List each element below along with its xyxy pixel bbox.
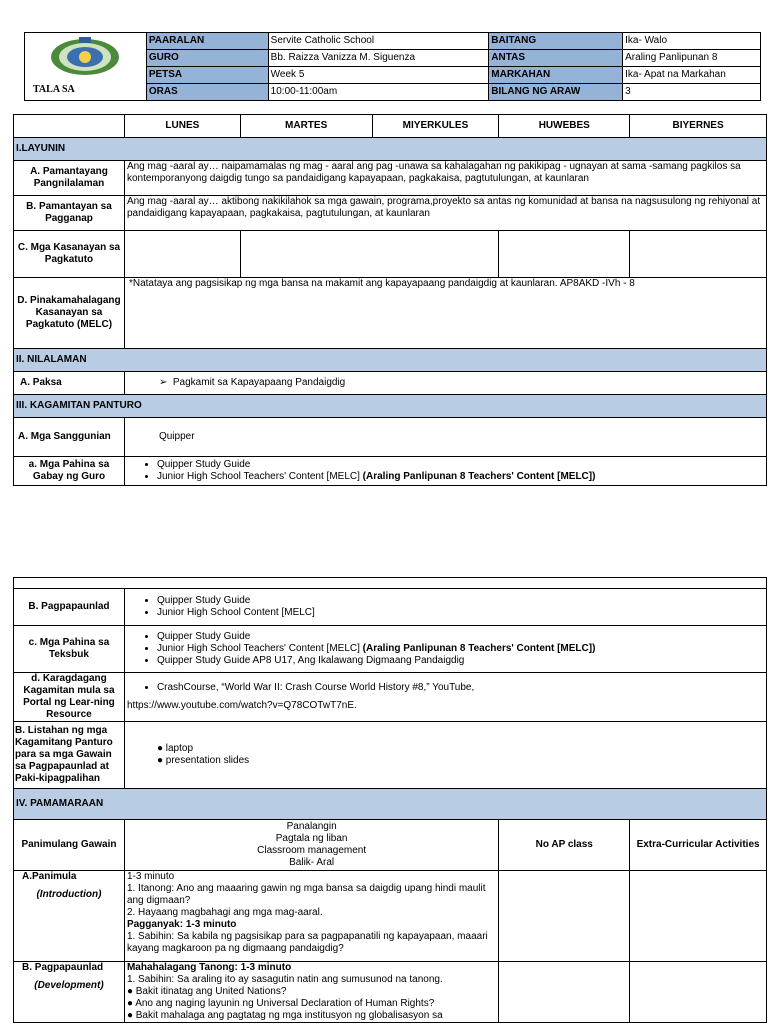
pagpapaunlad-subtitle: (Development) xyxy=(34,980,104,991)
label-kagamitang-pangmag-aaral: B. Pagpapaunlad xyxy=(14,589,125,626)
label-gabay-guro: a. Mga Pahina sa Gabay ng Guro xyxy=(14,457,125,486)
list-item: • Quipper Study Guide xyxy=(157,459,764,471)
section-layunin: I.LAYUNIN xyxy=(14,138,767,161)
text-paksa xyxy=(124,372,766,395)
list-item: • CrashCourse, “World War II: Crash Course World History #8,” YouTube, xyxy=(157,682,764,694)
pg-line: Balik- Aral xyxy=(289,857,335,868)
label-listahan-kagamitan: B. Listahan ng mga Kagamitang Panturo para sa mga Gawain sa Pagpapaunlad at Paki-kipagpalihan xyxy=(14,722,125,789)
text-karagdagang-kagamitan xyxy=(124,673,766,722)
list-teksbuk xyxy=(124,626,766,673)
value-markahan: Ika- Apat na Markahan xyxy=(623,67,761,84)
blank-top-row xyxy=(14,578,767,589)
day-miyerkules: MIYERKULES xyxy=(372,115,499,138)
pg-line: Panalangin xyxy=(286,821,337,832)
label-oras: ORAS xyxy=(146,84,268,101)
value-petsa: Week 5 xyxy=(268,67,489,84)
pg-line: Classroom management xyxy=(257,845,367,856)
label-teksbuk: c. Mga Pahina sa Teksbuk xyxy=(14,626,125,673)
panimulang-gawain-list xyxy=(124,820,498,871)
text-pamantayang-pangnilalaman: Ang mag -aaral ay… naipamamalas ng mag - aaral ang pag -unawa sa kahalagahan ng pakikipag - ugnayan at sama -samang pagkilos sa kontemporanyong daigdig tungo sa pandaidigang kapayapaan, pagkakaisa, pagtutulungan, at kaunlaran xyxy=(124,161,766,196)
pagpapaunlad-extra xyxy=(630,962,767,1023)
list-listahan-kagamitan xyxy=(124,722,766,789)
list-pangmag-aaral xyxy=(124,589,766,626)
item-bold: (Araling Panlipunan 8 Teachers' Content [MELC]) xyxy=(362,471,596,482)
pagpapaunlad-content xyxy=(124,962,498,1023)
label-bilang: BILANG NG ARAW xyxy=(489,84,623,101)
value-paaralan: Servite Catholic School xyxy=(268,33,489,50)
pagpapaunlad-no-ap xyxy=(499,962,630,1023)
lesson-table-2 xyxy=(13,577,767,1023)
label-petsa: PETSA xyxy=(146,67,268,84)
lesson-table-1 xyxy=(13,114,767,486)
text-line: 1. Sabihin: Sa kabila ng pagsisikap para sa pagpapanatili ng kapayapaan, maaari kayang magkaroon pa ng digmaang pandaigdig? xyxy=(126,931,488,954)
kasanayan-lunes xyxy=(124,231,240,278)
label-antas: ANTAS xyxy=(489,50,623,67)
label-paaralan: PAARALAN xyxy=(146,33,268,50)
text-melc: *Natataya ang pagsisikap ng mga bansa na makamit ang kapayapaang pandaigdig at kaunlaran. AP8AKD -IVh - 8 xyxy=(124,278,766,349)
text-line: ● Bakit itinatag ang United Nations? xyxy=(126,986,287,997)
label-melc: D. Pinakamahalagang Kasanayan sa Pagkatuto (MELC) xyxy=(14,278,125,349)
section-nilalaman: II. NILALAMAN xyxy=(14,349,767,372)
list-item: ● laptop xyxy=(156,743,194,754)
value-baitang: Ika- Walo xyxy=(623,33,761,50)
resource-link[interactable]: https://www.youtube.com/watch?v=Q78COTwT7nE. xyxy=(126,700,357,711)
day-huwebes: HUWEBES xyxy=(499,115,630,138)
text-sanggunian: Quipper xyxy=(124,418,766,457)
pg-line: Pagtala ng liban xyxy=(275,833,348,844)
label-panimulang-gawain: Panimulang Gawain xyxy=(14,820,125,871)
label-paksa: A. Paksa xyxy=(14,372,125,395)
pagpapaunlad-title: B. Pagpapaunlad xyxy=(22,962,104,973)
text-line: 2. Hayaang magbahagi ang mga mag-aaral. xyxy=(126,907,323,918)
list-item: • Quipper Study Guide xyxy=(157,631,764,643)
paksa-value: Pagkamit sa Kapayapaang Pandaigdig xyxy=(172,377,346,388)
label-guro: GURO xyxy=(146,50,268,67)
list-item: • Junior High School Content [MELC] xyxy=(157,607,764,619)
section-kagamitan: III. KAGAMITAN PANTURO xyxy=(14,395,767,418)
section-pamamaraan: IV. PAMAMARAAN xyxy=(14,789,767,820)
panimula-no-ap xyxy=(499,871,630,962)
extra-curricular: Extra-Curricular Activities xyxy=(630,820,767,871)
pagganyak-title: Pagganyak: 1-3 minuto xyxy=(126,919,237,930)
value-guro: Bb. Raizza Vanizza M. Siguenza xyxy=(268,50,489,67)
list-item: ● presentation slides xyxy=(156,755,250,766)
label-karagdagang-kagamitan: d. Karagdagang Kagamitan mula sa Portal ng Lear-ning Resource xyxy=(14,673,125,722)
item-plain: Junior High School Teachers' Content [MELC] xyxy=(156,471,363,482)
logo-text: TALA SA xyxy=(33,84,75,95)
day-biyernes: BIYERNES xyxy=(630,115,767,138)
text-pamantayan-pagganap: Ang mag -aaral ay… aktibong nakikilahok sa mga gawain, programa,proyekto sa antas ng komunidad at bansa na nagsusulong ng rehiyonal at pandaidigang kapayapaan, pagkakaisa, pagtutulungan, at kaunlaran xyxy=(124,196,766,231)
arrow-bullet-icon: ➢ xyxy=(158,377,173,388)
kasanayan-martes xyxy=(240,231,499,278)
label-panimula xyxy=(14,871,125,962)
label-sanggunian: A. Mga Sanggunian xyxy=(14,418,125,457)
label-pamantayan-pagganap: B. Pamantayan sa Pagganap xyxy=(14,196,125,231)
item-bold: (Araling Panlipunan 8 Teachers' Content [MELC]) xyxy=(362,643,596,654)
list-item: • Quipper Study Guide xyxy=(157,595,764,607)
day-lunes: LUNES xyxy=(124,115,240,138)
label-markahan: MARKAHAN xyxy=(489,67,623,84)
panimula-title: A.Panimula xyxy=(22,871,77,882)
header-table xyxy=(24,32,761,101)
label-pagpapaunlad xyxy=(14,962,125,1023)
value-oras: 10:00-11:00am xyxy=(268,84,489,101)
mahahalagang-tanong-title: Mahahalagang Tanong: 1-3 minuto xyxy=(126,962,292,973)
text-line: 1-3 minuto xyxy=(126,871,175,882)
corner-cell xyxy=(14,115,125,138)
text-line: ● Bakit mahalaga ang pagtatag ng mga institusyon ng globalisasyon sa xyxy=(126,1010,443,1021)
label-kasanayan: C. Mga Kasanayan sa Pagkatuto xyxy=(14,231,125,278)
panimula-extra xyxy=(630,871,767,962)
text-line: ● Ano ang naging layunin ng Universal Declaration of Human Rights? xyxy=(126,998,435,1009)
text-line: 1. Itanong: Ano ang maaaring gawin ng mga bansa sa daigdig upang hindi maulit ang digmaan? xyxy=(126,883,486,906)
value-antas: Araling Panlipunan 8 xyxy=(623,50,761,67)
no-ap-class: No AP class xyxy=(499,820,630,871)
label-baitang: BAITANG xyxy=(489,33,623,50)
panimula-content xyxy=(124,871,498,962)
school-seal-icon xyxy=(49,35,121,79)
label-pamantayang-pangnilalaman: A. Pamantayang Pangnilalaman xyxy=(14,161,125,196)
school-logo-cell xyxy=(25,33,147,101)
list-item xyxy=(157,643,764,655)
kasanayan-biyernes xyxy=(630,231,767,278)
text-line: 1. Sabihin: Sa araling ito ay sasagutin natin ang sumusunod na tanong. xyxy=(126,974,443,985)
item-plain: Junior High School Teachers' Content [MELC] xyxy=(156,643,363,654)
list-gabay-guro xyxy=(124,457,766,486)
list-item: • Quipper Study Guide AP8 U17, Ang Ikalawang Digmaang Pandaigdig xyxy=(157,655,764,667)
list-item xyxy=(157,471,764,483)
day-martes: MARTES xyxy=(240,115,372,138)
kasanayan-huwebes xyxy=(499,231,630,278)
panimula-subtitle: (Introduction) xyxy=(36,889,102,900)
panimula-lines xyxy=(127,871,496,919)
value-bilang: 3 xyxy=(623,84,761,101)
